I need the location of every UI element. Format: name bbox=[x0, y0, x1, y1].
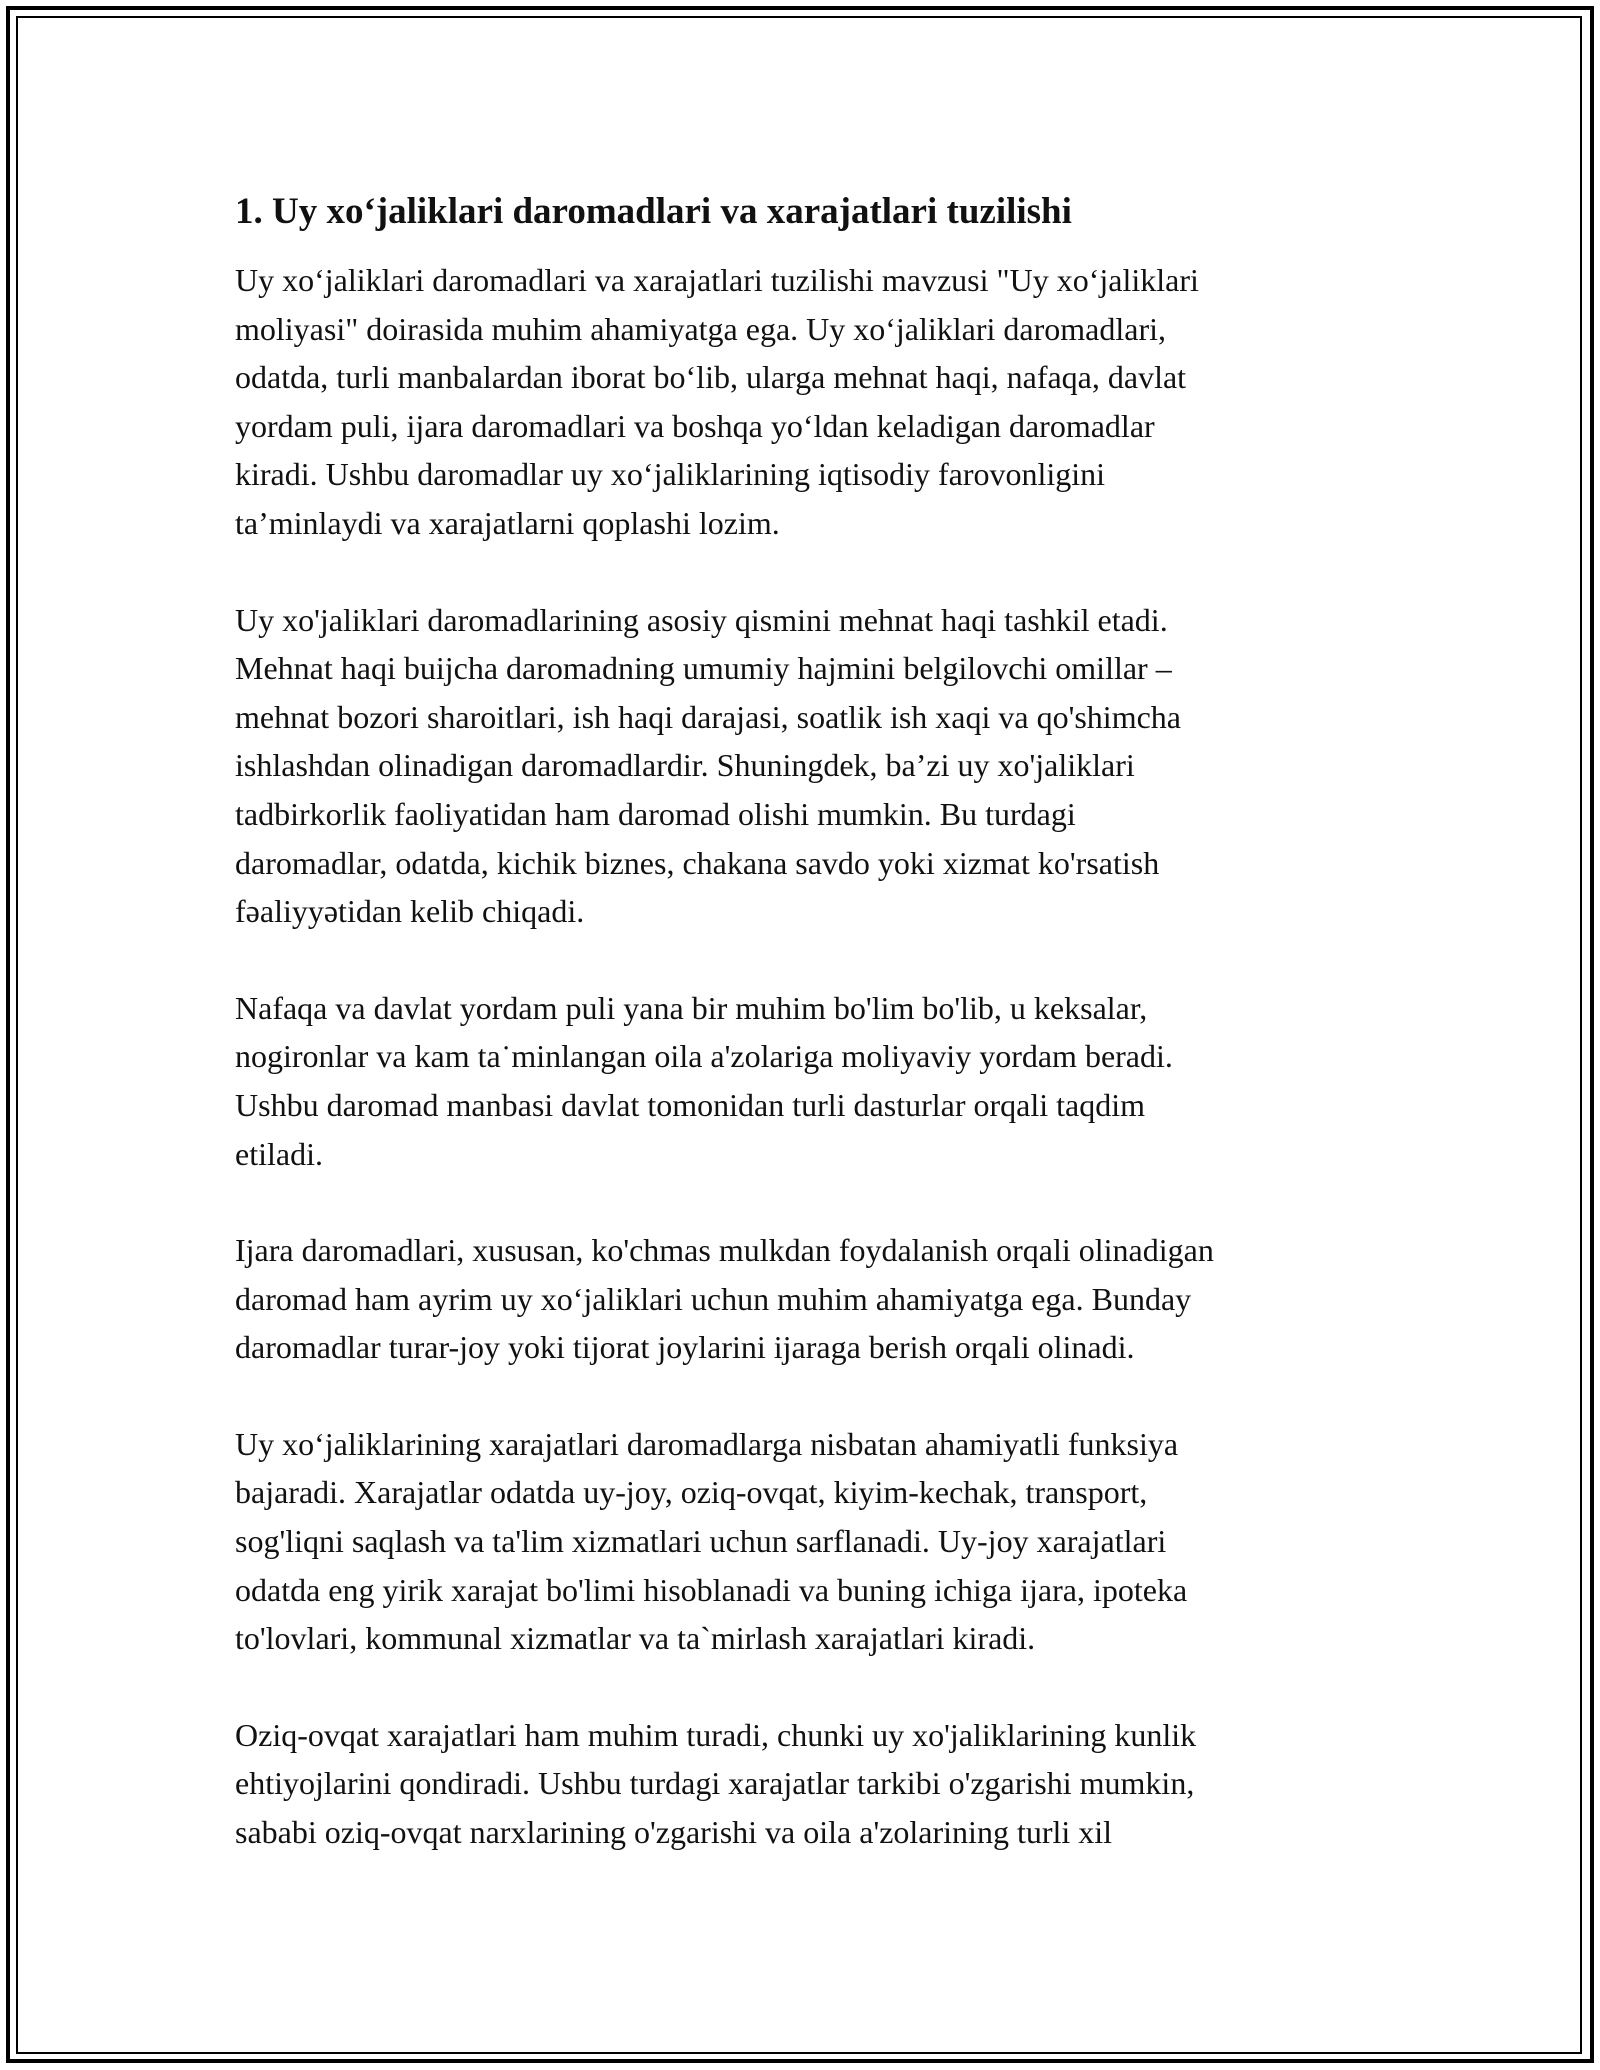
document-body bbox=[235, 188, 1385, 1905]
text-line: odatda, turli manbalardan iborat bo‘lib, ularga mehnat haqi, nafaqa, davlat bbox=[235, 359, 1187, 396]
paragraph-wages bbox=[235, 596, 1385, 936]
text-line: Oziq-ovqat xarajatlari ham muhim turadi, chunki uy xo'jaliklarining kunlik bbox=[235, 1716, 1197, 1753]
text-line: daromad ham ayrim uy xo‘jaliklari uchun muhim ahamiyatga ega. Bunday bbox=[235, 1280, 1192, 1317]
text-line: ta’minlaydi va xarajatlarni qoplashi lozim. bbox=[235, 504, 780, 541]
text-line: to'lovlari, kommunal xizmatlar va ta`mirlash xarajatlari kiradi. bbox=[235, 1620, 1036, 1657]
text-line: bajaradi. Xarajatlar odatda uy-joy, oziq-ovqat, kiyim-kechak, transport, bbox=[235, 1474, 1148, 1511]
text-line: odatda eng yirik xarajat bo'limi hisoblanadi va buning ichiga ijara, ipoteka bbox=[235, 1571, 1188, 1608]
text-line: fəaliyyətidan kelib chiqadi. bbox=[235, 893, 585, 930]
text-line: Ijara daromadlari, xususan, ko'chmas mulkdan foydalanish orqali olinadigan bbox=[235, 1232, 1214, 1269]
text-line: Uy xo‘jaliklari daromadlari va xarajatlari tuzilishi mavzusi "Uy xo‘jaliklari bbox=[235, 262, 1199, 298]
paragraph-rental-income bbox=[235, 1226, 1385, 1372]
text-line: Nafaqa va davlat yordam puli yana bir muhim bo'lim bo'lib, u keksalar, bbox=[235, 989, 1148, 1026]
text-line: yordam puli, ijara daromadlari va boshqa yo‘ldan keladigan daromadlar bbox=[235, 407, 1155, 444]
text-line: sog'liqni saqlash va ta'lim xizmatlari uchun sarflanadi. Uy-joy xarajatlari bbox=[235, 1523, 1167, 1560]
text-line: mehnat bozori sharoitlari, ish haqi darajasi, soatlik ish xaqi va qo'shimcha bbox=[235, 698, 1181, 735]
section-heading: 1. Uy xo‘jaliklari daromadlari va xarajatlari tuzilishi bbox=[235, 191, 1072, 232]
paragraph-income-overview bbox=[235, 256, 1385, 548]
text-line: ishlashdan olinadigan daromadlardir. Shuningdek, ba’zi uy xo'jaliklari bbox=[235, 747, 1135, 784]
text-line: ehtiyojlarini qondiradi. Ushbu turdagi xarajatlar tarkibi o'zgarishi mumkin, bbox=[235, 1765, 1195, 1802]
text-line: moliyasi" doirasida muhim ahamiyatga ega. Uy xo‘jaliklari daromadlari, bbox=[235, 310, 1167, 347]
text-line: daromadlar turar-joy yoki tijorat joylarini ijaraga berish orqali olinadi. bbox=[235, 1329, 1135, 1366]
text-line: Uy xo‘jaliklarining xarajatlari daromadlarga nisbatan ahamiyatli funksiya bbox=[235, 1425, 1179, 1462]
text-line: daromadlar, odatda, kichik biznes, chakana savdo yoki xizmat ko'rsatish bbox=[235, 844, 1160, 881]
text-line: Ushbu daromad manbasi davlat tomonidan turli dasturlar orqali taqdim bbox=[235, 1086, 1146, 1123]
text-line: Uy xo'jaliklari daromadlarining asosiy qismini mehnat haqi tashkil etadi. bbox=[235, 601, 1168, 638]
text-line: tadbirkorlik faoliyatidan ham daromad olishi mumkin. Bu turdagi bbox=[235, 795, 1076, 832]
text-line: Mehnat haqi buijcha daromadning umumiy hajmini belgilovchi omillar – bbox=[235, 650, 1172, 687]
paragraph-food-expenses bbox=[235, 1711, 1385, 1857]
text-line: sababi oziq-ovqat narxlarining o'zgarishi va oila a'zolarining turli xil bbox=[235, 1814, 1113, 1851]
paragraph-expenses bbox=[235, 1420, 1385, 1663]
paragraph-pensions bbox=[235, 984, 1385, 1178]
text-line: nogironlar va kam ta˙minlangan oila a'zolariga moliyaviy yordam beradi. bbox=[235, 1038, 1173, 1075]
text-line: etiladi. bbox=[235, 1135, 323, 1172]
text-line: kiradi. Ushbu daromadlar uy xo‘jaliklarining iqtisodiy farovonligini bbox=[235, 456, 1106, 493]
